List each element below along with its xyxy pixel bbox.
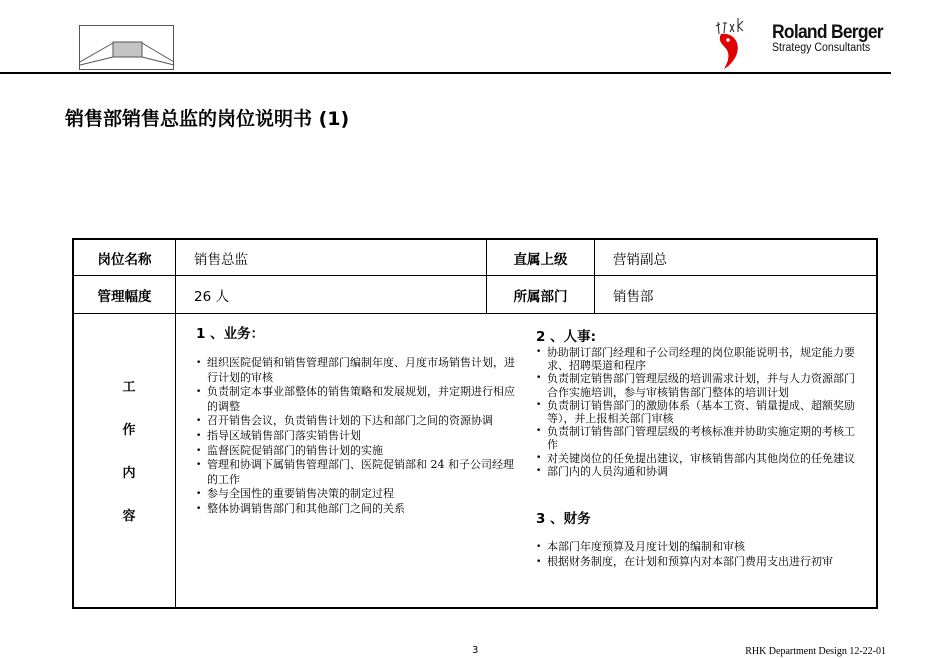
list-item: • 召开销售会议，负责销售计划的下达和部门之间的资源协调 (196, 414, 516, 429)
list-item: • 管理和协调下属销售管理部门、医院促销部和 24 和子公司经理的工作 (196, 458, 516, 487)
direct-superior-label: 直属上级 (513, 251, 568, 268)
list-item: • 对关键岗位的任免提出建议，审核销售部内其他岗位的任免建议 (536, 452, 856, 465)
management-span-value: 26 人 (194, 288, 229, 305)
company-logo-figure-icon (706, 12, 754, 70)
finance-duties-list (536, 540, 858, 569)
position-name-value: 销售总监 (194, 251, 248, 268)
business-section-title: 1 、业务： (196, 326, 265, 342)
personnel-section-title: 2 、人事: (536, 329, 596, 345)
page-number: 3 (472, 645, 479, 656)
list-item: • 指导区域销售部门落实销售计划 (196, 429, 516, 444)
placeholder-graphic-icon (80, 26, 175, 71)
header-divider (0, 72, 891, 74)
list-item: • 监督医院促销部门的销售计划的实施 (196, 444, 516, 459)
department-label: 所属部门 (513, 288, 568, 305)
list-item: • 负责制订销售部门的激励体系（基本工资、销量提成、超额奖励等），并上报相关部门审核 (536, 399, 856, 425)
finance-section-title: 3 、财务 (536, 511, 591, 527)
list-item: • 负责制定销售部门管理层级的培训需求计划，并与人力资源部门合作实施培训，参与审核销售部门整体的培训计划 (536, 372, 856, 398)
list-item: • 整体协调销售部门和其他部门之间的关系 (196, 502, 516, 517)
image-placeholder (79, 25, 174, 70)
list-item: • 负责制定本事业部整体的销售策略和发展规划，并定期进行相应的调整 (196, 385, 516, 414)
department-value: 销售部 (613, 288, 654, 305)
personnel-duties-list (536, 346, 856, 478)
work-content-char: 作 (122, 423, 136, 438)
work-content-label (104, 376, 154, 548)
page-title: 销售部销售总监的岗位说明书 (1) (65, 108, 350, 130)
list-item: • 本部门年度预算及月度计划的编制和审核 (536, 540, 858, 555)
table-row-divider (73, 313, 877, 314)
company-logo (772, 22, 893, 54)
footer-note: RHK Department Design 12-22-01 (745, 646, 886, 657)
business-duties-list (196, 356, 516, 517)
direct-superior-value: 营销副总 (613, 251, 667, 268)
logo-tagline: Strategy Consultants (772, 42, 871, 54)
list-item: • 根据财务制度，在计划和预算内对本部门费用支出进行初审 (536, 555, 858, 570)
list-item: • 参与全国性的重要销售决策的制定过程 (196, 487, 516, 502)
list-item: • 负责制订销售部门管理层级的考核标准并协助实施定期的考核工作 (536, 425, 856, 451)
management-span-label: 管理幅度 (97, 288, 152, 305)
work-content-char: 工 (122, 380, 136, 395)
work-content-char: 内 (122, 466, 136, 481)
position-name-label: 岗位名称 (97, 251, 152, 268)
list-item: • 部门内的人员沟通和协调 (536, 465, 856, 478)
list-item: • 协助制订部门经理和子公司经理的岗位职能说明书，规定能力要求、招聘渠道和程序 (536, 346, 856, 372)
list-item: • 组织医院促销和销售管理部门编制年度、月度市场销售计划，进行计划的审核 (196, 356, 516, 385)
work-content-char: 容 (122, 509, 136, 524)
logo-company-name: Roland Berger (772, 22, 883, 43)
